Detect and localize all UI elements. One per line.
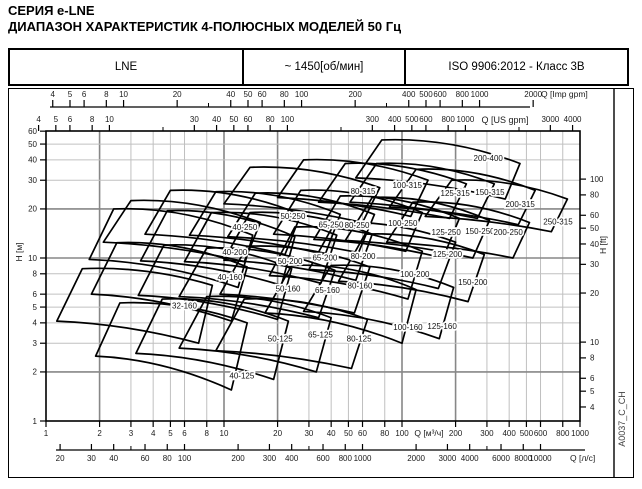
envelope-label-150-250: 150-250 xyxy=(465,227,495,237)
envelope-label-50-125: 50-125 xyxy=(267,334,293,344)
y-tick-label-m: 1 xyxy=(32,416,37,426)
x-tick-label-lps: 4000 xyxy=(460,454,479,463)
x-tick-label-lps: 2000 xyxy=(407,454,425,463)
x-tick-label-lps: 10000 xyxy=(529,454,552,463)
x-tick-label-usgpm: 600 xyxy=(419,115,433,124)
x-tick-label-m3h: 300 xyxy=(480,429,494,438)
y-tick-label-ft: 60 xyxy=(590,211,599,221)
x-tick-label-impgpm: 1000 xyxy=(470,90,489,99)
x-tick-label-m3h: 5 xyxy=(168,429,173,438)
envelope-label-80-250: 80-250 xyxy=(344,221,370,231)
x-tick-label-usgpm: 60 xyxy=(243,115,253,124)
x-tick-label-usgpm: 300 xyxy=(365,115,380,124)
x-tick-label-usgpm: 5 xyxy=(53,115,59,124)
x-tick-label-m3h: 400 xyxy=(502,429,516,438)
x-tick-label-m3h: 4 xyxy=(150,429,156,438)
x-tick-label-usgpm: 50 xyxy=(229,115,239,124)
y-tick-label-ft: 10 xyxy=(590,337,599,347)
envelope-label-100-200: 100-200 xyxy=(400,269,430,279)
x-tick-label-m3h: 600 xyxy=(533,429,548,438)
x-tick-label-lps: 800 xyxy=(338,454,352,463)
y-tick-label-ft: 6 xyxy=(590,374,595,384)
y-axis-label-m: H [м] xyxy=(14,242,24,262)
y-tick-label-ft: 8 xyxy=(590,353,595,363)
x-tick-label-usgpm: 40 xyxy=(212,115,222,124)
x-tick-label-m3h: 2 xyxy=(97,429,102,438)
envelope-label-80-315: 80-315 xyxy=(350,186,376,196)
header-cell-iso: ISO 9906:2012 - Класс 3B xyxy=(448,61,585,73)
y-tick-label-ft: 40 xyxy=(590,239,599,249)
header-cell-speed: ~ 1450[об/мин] xyxy=(244,50,406,84)
x-tick-label-usgpm: 6 xyxy=(67,115,73,124)
envelope-label-100-160: 100-160 xyxy=(393,323,423,333)
x-tick-label-lps: 200 xyxy=(231,454,245,463)
x-tick-label-impgpm: 2000 xyxy=(524,90,543,99)
y-tick-label-m: 20 xyxy=(28,204,37,214)
x-tick-label-impgpm: 400 xyxy=(402,90,416,99)
y-tick-label-ft: 50 xyxy=(590,223,599,233)
envelope-label-150-200: 150-200 xyxy=(458,278,488,288)
envelope-label-65-200: 65-200 xyxy=(312,253,338,263)
y-tick-label-m: 2 xyxy=(32,367,37,377)
envelope-label-80-160: 80-160 xyxy=(347,281,373,291)
x-tick-label-impgpm: 800 xyxy=(455,90,470,99)
x-tick-label-impgpm: 200 xyxy=(348,90,362,99)
x-tick-label-m3h: 500 xyxy=(519,429,534,438)
x-tick-label-lps: 100 xyxy=(177,454,192,463)
y-tick-label-ft: 30 xyxy=(590,260,599,270)
envelope-label-40-250: 40-250 xyxy=(232,222,258,232)
x-tick-label-m3h: 1 xyxy=(43,429,49,438)
x-tick-label-m3h: 40 xyxy=(326,429,336,438)
y-tick-label-m: 50 xyxy=(28,139,37,149)
x-tick-label-impgpm: 5 xyxy=(67,90,73,99)
x-tick-label-m3h: 60 xyxy=(358,429,367,438)
x-axis-label-lps: Q [л/с] xyxy=(570,453,596,463)
envelope-label-50-250: 50-250 xyxy=(280,211,306,221)
x-tick-label-impgpm: 500 xyxy=(419,90,433,99)
x-tick-label-usgpm: 8 xyxy=(89,115,95,124)
y-tick-label-ft: 4 xyxy=(590,402,595,412)
envelope-label-125-160: 125-160 xyxy=(427,321,457,331)
x-tick-label-lps: 40 xyxy=(109,454,119,463)
envelope-label-125-250: 125-250 xyxy=(431,228,461,238)
envelope-label-250-315: 250-315 xyxy=(543,217,573,227)
envelope-label-65-250: 65-250 xyxy=(318,220,344,230)
envelope-label-50-160: 50-160 xyxy=(275,284,301,294)
envelope-label-40-200: 40-200 xyxy=(222,247,248,257)
x-tick-label-impgpm: 8 xyxy=(104,90,109,99)
x-tick-label-lps: 6000 xyxy=(492,454,510,463)
x-tick-label-impgpm: 60 xyxy=(257,90,267,99)
x-tick-label-impgpm: 50 xyxy=(243,90,253,99)
envelope-label-100-315: 100-315 xyxy=(392,181,422,191)
x-tick-label-impgpm: 600 xyxy=(433,90,447,99)
x-tick-label-lps: 80 xyxy=(162,454,172,463)
x-tick-label-m3h: 50 xyxy=(343,429,353,438)
x-tick-label-usgpm: 800 xyxy=(441,115,455,124)
envelope-label-125-200: 125-200 xyxy=(432,249,463,259)
y-tick-label-m: 60 xyxy=(28,126,37,136)
y-tick-label-m: 5 xyxy=(32,302,37,312)
drawing-code: A0037_C_CH xyxy=(617,391,627,447)
x-tick-label-lps: 1000 xyxy=(353,454,372,463)
x-tick-label-impgpm: 40 xyxy=(226,90,236,99)
x-tick-label-m3h: 100 xyxy=(395,429,409,438)
x-axis-label-m3h: Q [м³/ч] xyxy=(414,428,444,438)
y-tick-label-m: 6 xyxy=(32,289,37,299)
series-title: СЕРИЯ e-LNE xyxy=(8,3,95,18)
x-tick-label-m3h: 30 xyxy=(304,429,314,438)
x-axis-label-impgpm: Q [Imp gpm] xyxy=(541,89,588,99)
x-tick-label-m3h: 20 xyxy=(273,429,283,438)
x-tick-label-lps: 3000 xyxy=(438,454,457,463)
x-tick-label-usgpm: 1000 xyxy=(456,115,475,124)
x-tick-label-lps: 400 xyxy=(284,454,299,463)
envelope-label-200-250: 200-250 xyxy=(493,228,523,238)
x-tick-label-usgpm: 4000 xyxy=(563,115,582,124)
y-tick-label-m: 4 xyxy=(32,318,37,328)
x-axis-label-usgpm: Q [US gpm] xyxy=(481,115,529,125)
envelope-label-32-160: 32-160 xyxy=(172,301,197,311)
x-tick-label-m3h: 1000 xyxy=(571,429,589,438)
x-tick-label-lps: 600 xyxy=(316,454,330,463)
envelope-label-200-315: 200-315 xyxy=(505,199,535,209)
header-cell-series: LNE xyxy=(10,50,244,84)
x-tick-label-usgpm: 80 xyxy=(265,115,275,124)
x-tick-label-usgpm: 10 xyxy=(104,115,114,124)
envelope-label-40-160: 40-160 xyxy=(217,272,243,282)
y-tick-label-ft: 100 xyxy=(590,174,604,184)
y-tick-label-m: 40 xyxy=(28,155,37,165)
x-tick-label-lps: 20 xyxy=(55,454,65,463)
envelope-label-150-315: 150-315 xyxy=(475,188,505,198)
x-tick-label-m3h: 8 xyxy=(204,429,209,438)
y-tick-label-ft: 20 xyxy=(590,288,599,298)
y-tick-label-m: 10 xyxy=(28,253,37,263)
x-tick-label-m3h: 10 xyxy=(219,429,229,438)
x-tick-label-lps: 30 xyxy=(86,454,96,463)
x-tick-label-impgpm: 4 xyxy=(50,90,55,99)
x-tick-label-usgpm: 500 xyxy=(405,115,419,124)
envelope-label-40-125: 40-125 xyxy=(229,371,255,381)
envelope-label-200-400: 200-400 xyxy=(473,153,503,163)
y-tick-label-ft: 80 xyxy=(590,190,599,200)
y-tick-label-m: 30 xyxy=(28,176,37,186)
x-tick-label-m3h: 3 xyxy=(128,429,134,438)
y-tick-label-ft: 5 xyxy=(590,386,595,396)
x-tick-label-m3h: 800 xyxy=(556,429,570,438)
envelope-label-80-125: 80-125 xyxy=(346,334,372,344)
envelope-label-80-200: 80-200 xyxy=(350,251,376,261)
x-tick-label-impgpm: 20 xyxy=(172,90,182,99)
y-tick-label-m: 3 xyxy=(32,339,37,349)
x-tick-label-m3h: 200 xyxy=(448,429,463,438)
x-tick-label-usgpm: 3000 xyxy=(541,115,560,124)
x-tick-label-impgpm: 10 xyxy=(119,90,129,99)
x-tick-label-lps: 300 xyxy=(262,454,277,463)
x-tick-label-lps: 60 xyxy=(140,454,150,463)
x-tick-label-usgpm: 400 xyxy=(387,115,402,124)
x-tick-label-usgpm: 100 xyxy=(280,115,295,124)
envelope-label-65-160: 65-160 xyxy=(314,286,340,296)
y-axis-label-ft: H [ft] xyxy=(598,236,608,254)
x-tick-label-m3h: 80 xyxy=(380,429,390,438)
y-tick-label-m: 8 xyxy=(32,269,37,279)
range-title: ДИАПАЗОН ХАРАКТЕРИСТИК 4-ПОЛЮСНЫХ МОДЕЛЕЙ 50 Гц xyxy=(8,19,402,34)
envelope-label-100-250: 100-250 xyxy=(388,218,418,228)
x-tick-label-impgpm: 6 xyxy=(81,90,87,99)
x-tick-label-impgpm: 100 xyxy=(294,90,309,99)
envelope-label-125-315: 125-315 xyxy=(440,189,470,199)
x-tick-label-impgpm: 80 xyxy=(279,90,289,99)
x-tick-label-lps: 8000 xyxy=(514,454,533,463)
x-tick-label-m3h: 6 xyxy=(182,429,187,438)
envelope-label-65-125: 65-125 xyxy=(307,330,333,340)
envelope-label-50-200: 50-200 xyxy=(277,256,303,266)
x-tick-label-usgpm: 4 xyxy=(36,115,41,124)
plot-border xyxy=(46,131,580,421)
x-tick-label-usgpm: 30 xyxy=(189,115,199,124)
